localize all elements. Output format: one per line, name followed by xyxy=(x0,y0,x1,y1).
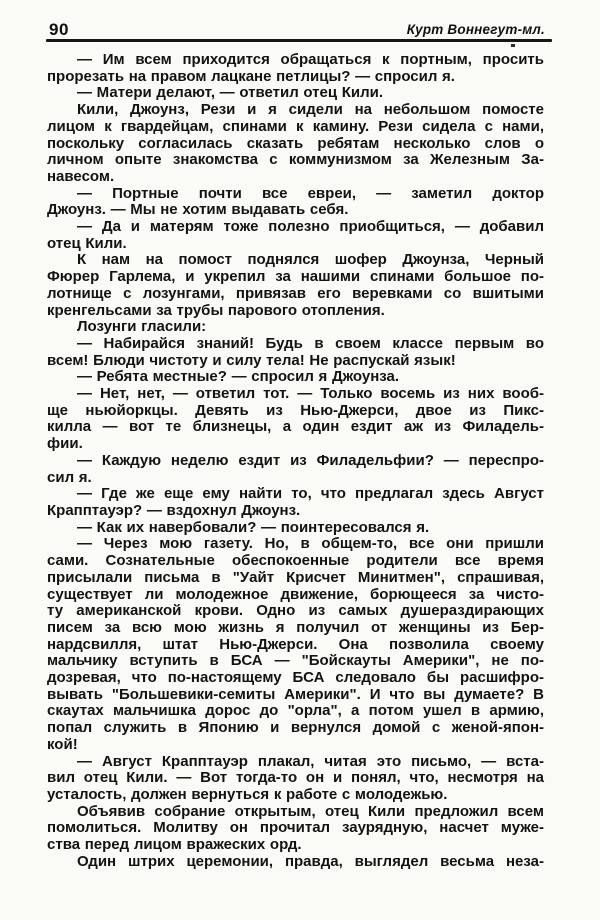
text-line: Джоунз. — Мы не хотим выдавать себя. xyxy=(47,201,349,219)
text-line: фии. xyxy=(47,435,83,453)
text-line: Кили, Джоунз, Рези и я сидели на небольшом помосте xyxy=(77,101,544,119)
text-line: Один штрих церемонии, правда, выглядел весьма неза- xyxy=(77,852,544,870)
text-line: лотнище с лозунгами, привязав его веревками со вшитыми xyxy=(47,284,544,302)
text-line: навесом. xyxy=(47,167,115,185)
text-line: Фюрер Гарлема, и укрепил за нашими спинами большое по- xyxy=(47,268,544,286)
text-line: — Им всем приходится обращаться к портным, просить xyxy=(77,51,544,68)
text-line: — Ребята местные? — спросил я Джоунза. xyxy=(77,368,400,386)
text-line: дозревая, что по-настоящему БСА следовало бы расшифро- xyxy=(47,669,544,687)
text-line: ще ньюйоркцы. Девять из Нью-Джерси, двое из Пикс- xyxy=(47,401,544,419)
text-line: Объявив собрание открытым, отец Кили предложил всем xyxy=(77,802,544,820)
text-line: отец Кили. xyxy=(47,234,127,252)
running-head-author: Курт Воннегут-мл. xyxy=(406,22,545,37)
text-line: лицом к гвардейцам, спинами к камину. Рези сидела с нами, xyxy=(47,117,544,135)
text-line: — Нет, нет, — ответил тот. — Только восемь из них вооб- xyxy=(77,385,544,403)
text-line: — Матери делают, — ответил отец Кили. xyxy=(77,84,384,102)
text-line: личном опыте знакомства с коммунизмом за Железным За- xyxy=(47,151,544,169)
text-line: — Где же еще ему найти то, что предлагал здесь Август xyxy=(77,485,544,503)
text-line: ства перед лицом вражеских орд. xyxy=(47,836,302,854)
text-line: — Через мою газету. Но, в общем-то, все они пришли xyxy=(77,535,544,553)
text-line: — Набирайся знаний! Будь в своем классе первым во xyxy=(77,334,544,352)
text-line: существует ли молодежное движение, борющееся за чисто- xyxy=(47,585,544,603)
header-rule-mark xyxy=(511,44,515,47)
text-line: мальчику вступить в БСА — "Бойскауты Америки", не по- xyxy=(47,652,544,670)
text-line: Крапптауэр? — вздохнул Джоунз. xyxy=(47,501,301,519)
text-line: попал служить в Японию и вернулся домой с женой-япон- xyxy=(47,719,544,737)
text-line: скаутах мальчишка дорос до "орла", а потом ушел в армию, xyxy=(47,702,544,720)
text-line: помолиться. Молитву он прочитал заурядную, насчет муже- xyxy=(47,819,544,837)
text-line: вил отец Кили. — Вот тогда-то он и понял, что, несмотря на xyxy=(47,769,544,787)
text-line: кренгельсами за трубы парового отопления. xyxy=(47,301,385,319)
text-line: усталость, должен вернуться к работе с молодежью. xyxy=(47,785,448,803)
text-line: Лозунги гласили: xyxy=(77,318,207,336)
text-line: К нам на помост поднялся шофер Джоунза, Черный xyxy=(77,251,544,269)
text-line: нардсвилля, штат Нью-Джерси. Она позволила своему xyxy=(47,635,544,653)
text-line: вывать "Большевики-семиты Америки". И что вы думаете? В xyxy=(47,685,544,703)
page-number: 90 xyxy=(49,20,69,39)
header-rule xyxy=(46,39,552,42)
text-line: — Август Крапптауэр плакал, читая это письмо, — вста- xyxy=(77,752,544,770)
text-line: сами. Сознательные обеспокоенные родители все время xyxy=(47,552,544,570)
text-line: поскольку согласилась сказать ребятам несколько слов о xyxy=(47,134,544,152)
text-line: — Каждую неделю ездит из Филадельфии? — переспро- xyxy=(77,451,544,469)
text-line: всем! Блюди чистоту и силу тела! Не распускай язык! xyxy=(47,351,456,369)
running-head xyxy=(47,20,547,38)
text-line: килла — вот те близнецы, а один ездит аж из Филадель- xyxy=(47,418,544,436)
text-line: ту американской крови. Одно из самых душераздирающих xyxy=(47,602,544,620)
text-line: сил я. xyxy=(47,468,92,486)
text-line: присылали письма в "Уайт Крисчет Минитмен", спрашивая, xyxy=(47,568,544,586)
page-text xyxy=(47,52,544,870)
text-line: прорезать на правом лацкане петлицы? — спросил я. xyxy=(47,67,455,85)
text-line: — Как их навербовали? — поинтересовался я. xyxy=(77,518,430,536)
text-line: — Портные почти все евреи, — заметил доктор xyxy=(77,184,544,202)
text-line: кой! xyxy=(47,735,78,753)
text-line: писем за всю мою жизнь я получил от женщины из Бер- xyxy=(47,618,544,636)
text-line: — Да и матерям тоже полезно приобщиться, — добавил xyxy=(77,218,544,236)
